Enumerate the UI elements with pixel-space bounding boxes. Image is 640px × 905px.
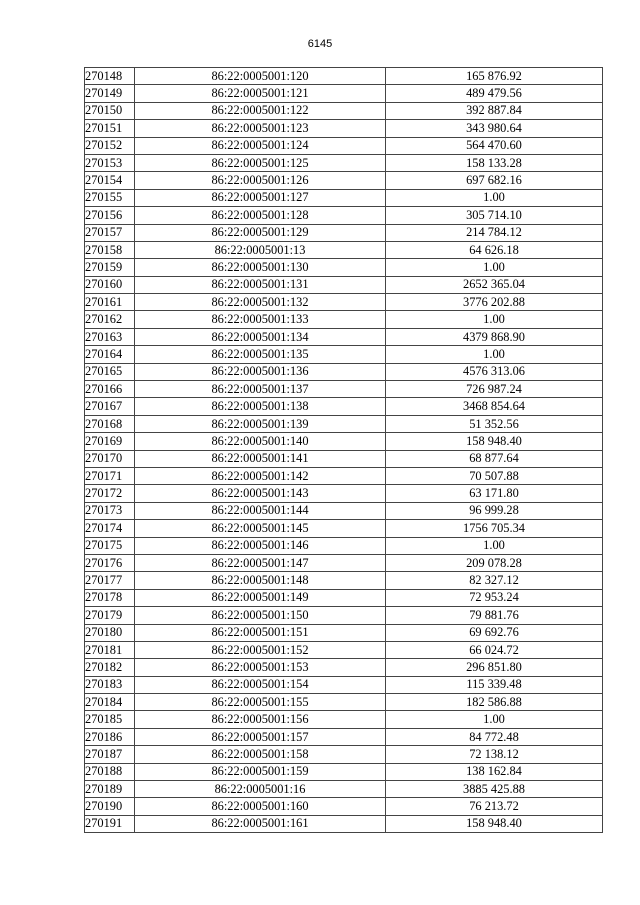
table-row [85, 102, 603, 119]
row-number-cell: 270190 [85, 798, 135, 815]
row-number-cell: 270148 [85, 68, 135, 85]
cadastral-number-cell: 86:22:0005001:151 [135, 624, 386, 641]
cadastral-value-cell: 51 352.56 [386, 415, 603, 432]
table-row [85, 572, 603, 589]
table-row [85, 311, 603, 328]
cadastral-value-cell: 182 586.88 [386, 694, 603, 711]
cadastral-number-cell: 86:22:0005001:133 [135, 311, 386, 328]
cadastral-value-cell: 84 772.48 [386, 728, 603, 745]
table-row [85, 554, 603, 571]
table-row [85, 120, 603, 137]
cadastral-value-cell: 392 887.84 [386, 102, 603, 119]
row-number-cell: 270153 [85, 154, 135, 171]
cadastral-number-cell: 86:22:0005001:122 [135, 102, 386, 119]
row-number-cell: 270162 [85, 311, 135, 328]
row-number-cell: 270187 [85, 746, 135, 763]
cadastral-number-cell: 86:22:0005001:156 [135, 711, 386, 728]
table-row [85, 798, 603, 815]
cadastral-value-cell: 1.00 [386, 346, 603, 363]
cadastral-number-cell: 86:22:0005001:149 [135, 589, 386, 606]
cadastral-number-cell: 86:22:0005001:150 [135, 607, 386, 624]
table-row [85, 241, 603, 258]
row-number-cell: 270189 [85, 781, 135, 798]
cadastral-value-cell: 3468 854.64 [386, 398, 603, 415]
row-number-cell: 270180 [85, 624, 135, 641]
cadastral-value-cell: 66 024.72 [386, 641, 603, 658]
cadastral-value-cell: 138 162.84 [386, 763, 603, 780]
cadastral-number-cell: 86:22:0005001:127 [135, 189, 386, 206]
row-number-cell: 270170 [85, 450, 135, 467]
cadastral-value-cell: 697 682.16 [386, 172, 603, 189]
cadastral-value-cell: 209 078.28 [386, 554, 603, 571]
row-number-cell: 270181 [85, 641, 135, 658]
table-row [85, 520, 603, 537]
row-number-cell: 270164 [85, 346, 135, 363]
table-row [85, 450, 603, 467]
cadastral-value-cell: 64 626.18 [386, 241, 603, 258]
row-number-cell: 270177 [85, 572, 135, 589]
row-number-cell: 270188 [85, 763, 135, 780]
cadastral-number-cell: 86:22:0005001:158 [135, 746, 386, 763]
cadastral-number-cell: 86:22:0005001:157 [135, 728, 386, 745]
cadastral-value-cell: 4576 313.06 [386, 363, 603, 380]
row-number-cell: 270175 [85, 537, 135, 554]
table-row [85, 415, 603, 432]
table-row [85, 259, 603, 276]
cadastral-number-cell: 86:22:0005001:121 [135, 85, 386, 102]
cadastral-number-cell: 86:22:0005001:123 [135, 120, 386, 137]
cadastral-number-cell: 86:22:0005001:142 [135, 467, 386, 484]
cadastral-value-cell: 305 714.10 [386, 207, 603, 224]
cadastral-value-cell: 63 171.80 [386, 485, 603, 502]
cadastral-value-cell: 1756 705.34 [386, 520, 603, 537]
row-number-cell: 270169 [85, 433, 135, 450]
cadastral-value-cell: 343 980.64 [386, 120, 603, 137]
cadastral-value-cell: 79 881.76 [386, 607, 603, 624]
table-row [85, 763, 603, 780]
cadastral-value-cell: 115 339.48 [386, 676, 603, 693]
cadastral-number-cell: 86:22:0005001:143 [135, 485, 386, 502]
cadastral-number-cell: 86:22:0005001:161 [135, 815, 386, 832]
row-number-cell: 270160 [85, 276, 135, 293]
cadastral-value-cell: 165 876.92 [386, 68, 603, 85]
table-row [85, 276, 603, 293]
cadastral-value-cell: 726 987.24 [386, 381, 603, 398]
table-row [85, 224, 603, 241]
cadastral-number-cell: 86:22:0005001:16 [135, 781, 386, 798]
cadastral-number-cell: 86:22:0005001:141 [135, 450, 386, 467]
cadastral-number-cell: 86:22:0005001:131 [135, 276, 386, 293]
cadastral-value-cell: 72 138.12 [386, 746, 603, 763]
row-number-cell: 270173 [85, 502, 135, 519]
cadastral-number-cell: 86:22:0005001:159 [135, 763, 386, 780]
cadastral-value-cell: 3776 202.88 [386, 294, 603, 311]
table-row [85, 346, 603, 363]
cadastral-value-cell: 1.00 [386, 711, 603, 728]
cadastral-value-cell: 564 470.60 [386, 137, 603, 154]
table-row [85, 294, 603, 311]
cadastral-number-cell: 86:22:0005001:130 [135, 259, 386, 276]
cadastral-number-cell: 86:22:0005001:125 [135, 154, 386, 171]
row-number-cell: 270179 [85, 607, 135, 624]
row-number-cell: 270154 [85, 172, 135, 189]
cadastral-value-cell: 96 999.28 [386, 502, 603, 519]
row-number-cell: 270157 [85, 224, 135, 241]
row-number-cell: 270151 [85, 120, 135, 137]
cadastral-number-cell: 86:22:0005001:124 [135, 137, 386, 154]
row-number-cell: 270182 [85, 659, 135, 676]
cadastral-number-cell: 86:22:0005001:120 [135, 68, 386, 85]
cadastral-number-cell: 86:22:0005001:148 [135, 572, 386, 589]
table-row [85, 659, 603, 676]
row-number-cell: 270168 [85, 415, 135, 432]
row-number-cell: 270149 [85, 85, 135, 102]
cadastral-number-cell: 86:22:0005001:147 [135, 554, 386, 571]
table-row [85, 815, 603, 832]
table-row [85, 537, 603, 554]
table-row [85, 68, 603, 85]
row-number-cell: 270178 [85, 589, 135, 606]
cadastral-value-cell: 70 507.88 [386, 467, 603, 484]
row-number-cell: 270172 [85, 485, 135, 502]
cadastral-value-cell: 68 877.64 [386, 450, 603, 467]
table-row [85, 624, 603, 641]
cadastral-number-cell: 86:22:0005001:155 [135, 694, 386, 711]
cadastral-value-cell: 2652 365.04 [386, 276, 603, 293]
table-row [85, 207, 603, 224]
cadastral-value-cell: 158 133.28 [386, 154, 603, 171]
table-row [85, 172, 603, 189]
cadastral-value-cell: 76 213.72 [386, 798, 603, 815]
cadastral-number-cell: 86:22:0005001:145 [135, 520, 386, 537]
table-row [85, 694, 603, 711]
cadastral-number-cell: 86:22:0005001:154 [135, 676, 386, 693]
table-row [85, 328, 603, 345]
table-row [85, 485, 603, 502]
table-row [85, 363, 603, 380]
cadastral-number-cell: 86:22:0005001:132 [135, 294, 386, 311]
table-row [85, 137, 603, 154]
row-number-cell: 270155 [85, 189, 135, 206]
cadastral-value-cell: 1.00 [386, 311, 603, 328]
table-row [85, 398, 603, 415]
cadastral-number-cell: 86:22:0005001:146 [135, 537, 386, 554]
table-row [85, 433, 603, 450]
cadastral-number-cell: 86:22:0005001:137 [135, 381, 386, 398]
row-number-cell: 270191 [85, 815, 135, 832]
cadastral-value-cell: 296 851.80 [386, 659, 603, 676]
row-number-cell: 270176 [85, 554, 135, 571]
cadastral-number-cell: 86:22:0005001:144 [135, 502, 386, 519]
row-number-cell: 270165 [85, 363, 135, 380]
cadastral-value-cell: 489 479.56 [386, 85, 603, 102]
row-number-cell: 270163 [85, 328, 135, 345]
row-number-cell: 270166 [85, 381, 135, 398]
table-row [85, 381, 603, 398]
table-body [85, 68, 603, 833]
cadastral-value-cell: 1.00 [386, 189, 603, 206]
table-row [85, 189, 603, 206]
row-number-cell: 270159 [85, 259, 135, 276]
cadastral-number-cell: 86:22:0005001:139 [135, 415, 386, 432]
cadastral-value-cell: 4379 868.90 [386, 328, 603, 345]
cadastral-number-cell: 86:22:0005001:138 [135, 398, 386, 415]
table-row [85, 85, 603, 102]
cadastral-value-cell: 1.00 [386, 537, 603, 554]
cadastral-value-cell: 158 948.40 [386, 433, 603, 450]
cadastral-value-table [84, 67, 603, 833]
row-number-cell: 270184 [85, 694, 135, 711]
cadastral-value-cell: 1.00 [386, 259, 603, 276]
cadastral-number-cell: 86:22:0005001:136 [135, 363, 386, 380]
page-number: 6145 [307, 38, 333, 50]
table-row [85, 641, 603, 658]
cadastral-value-cell: 69 692.76 [386, 624, 603, 641]
cadastral-number-cell: 86:22:0005001:140 [135, 433, 386, 450]
row-number-cell: 270186 [85, 728, 135, 745]
cadastral-value-cell: 214 784.12 [386, 224, 603, 241]
row-number-cell: 270185 [85, 711, 135, 728]
cadastral-number-cell: 86:22:0005001:126 [135, 172, 386, 189]
row-number-cell: 270161 [85, 294, 135, 311]
row-number-cell: 270171 [85, 467, 135, 484]
cadastral-number-cell: 86:22:0005001:134 [135, 328, 386, 345]
cadastral-value-cell: 72 953.24 [386, 589, 603, 606]
cadastral-number-cell: 86:22:0005001:135 [135, 346, 386, 363]
table-row [85, 589, 603, 606]
row-number-cell: 270150 [85, 102, 135, 119]
cadastral-number-cell: 86:22:0005001:160 [135, 798, 386, 815]
table-row [85, 467, 603, 484]
table-row [85, 711, 603, 728]
table-row [85, 781, 603, 798]
table-row [85, 746, 603, 763]
cadastral-number-cell: 86:22:0005001:153 [135, 659, 386, 676]
row-number-cell: 270156 [85, 207, 135, 224]
row-number-cell: 270183 [85, 676, 135, 693]
row-number-cell: 270158 [85, 241, 135, 258]
cadastral-value-cell: 158 948.40 [386, 815, 603, 832]
cadastral-number-cell: 86:22:0005001:13 [135, 241, 386, 258]
row-number-cell: 270174 [85, 520, 135, 537]
cadastral-number-cell: 86:22:0005001:128 [135, 207, 386, 224]
table-row [85, 607, 603, 624]
cadastral-number-cell: 86:22:0005001:129 [135, 224, 386, 241]
row-number-cell: 270152 [85, 137, 135, 154]
cadastral-value-cell: 3885 425.88 [386, 781, 603, 798]
cadastral-number-cell: 86:22:0005001:152 [135, 641, 386, 658]
table-row [85, 154, 603, 171]
table-row [85, 502, 603, 519]
row-number-cell: 270167 [85, 398, 135, 415]
table-row [85, 676, 603, 693]
table-row [85, 728, 603, 745]
cadastral-value-cell: 82 327.12 [386, 572, 603, 589]
